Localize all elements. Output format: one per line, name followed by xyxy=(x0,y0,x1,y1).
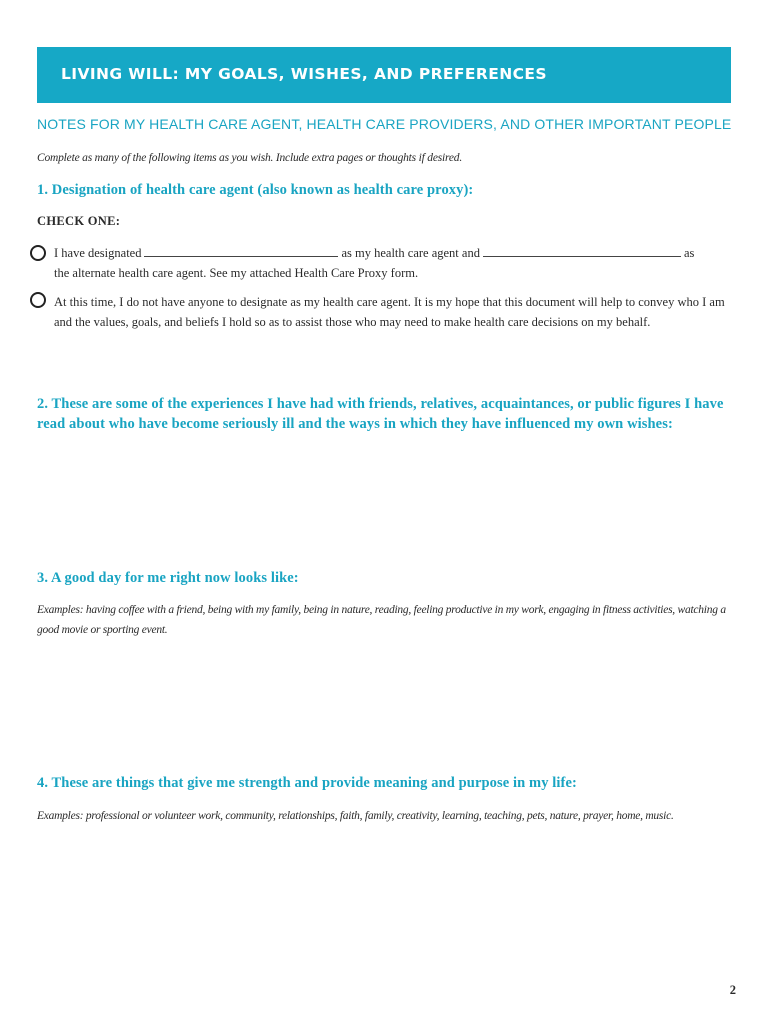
section-2-answer-area[interactable] xyxy=(37,442,731,562)
section-4-examples: Examples: professional or volunteer work, community, relationships, faith, family, creativity, learning, teaching, pets, nature, prayer, home, music. xyxy=(37,810,674,822)
section-4-heading: 4. These are things that give me strength and provide meaning and purpose in my life: xyxy=(37,775,577,791)
option-1-text-a: I have designated xyxy=(54,246,142,260)
option-1-text-c: as xyxy=(683,246,695,260)
option-1-radio[interactable] xyxy=(30,245,46,261)
check-one-label: CHECK ONE: xyxy=(37,214,121,228)
page-title: LIVING WILL: MY GOALS, WISHES, AND PREFERENCES xyxy=(61,65,547,83)
section-4-answer-area[interactable] xyxy=(37,835,731,965)
title-banner xyxy=(37,47,731,103)
section-3-examples: Examples: having coffee with a friend, being with my family, being in nature, reading, feeling productive in my work, engaging in fitness activities, watching a good movie or sporting event. xyxy=(37,604,726,636)
section-3-heading: 3. A good day for me right now looks like: xyxy=(37,570,299,586)
intro-instructions: Complete as many of the following items as you wish. Include extra pages or thoughts if desired. xyxy=(37,152,462,164)
page-subtitle: NOTES FOR MY HEALTH CARE AGENT, HEALTH CARE PROVIDERS, AND OTHER IMPORTANT PEOPLE xyxy=(37,116,732,132)
section-2-heading: 2. These are some of the experiences I have had with friends, relatives, acquaintances, or public figures I have read about who have become seriously ill and the ways in which they have influenced my own wishes: xyxy=(37,396,724,432)
page-number: 2 xyxy=(729,983,736,997)
option-2-radio[interactable] xyxy=(30,292,46,308)
section-1-heading: 1. Designation of health care agent (also known as health care proxy): xyxy=(37,182,474,198)
option-2-text: At this time, I do not have anyone to designate as my health care agent. It is my hope that this document will help to convey who I am and the values, goals, and beliefs I hold so as to assist those who may need to make health care decisions on my behalf. xyxy=(54,295,725,329)
alternate-agent-blank[interactable] xyxy=(483,244,681,257)
option-1-text xyxy=(54,243,734,283)
option-1-text-b: as my health care agent and xyxy=(341,246,480,260)
option-1-text-d: the alternate health care agent. See my attached Health Care Proxy form. xyxy=(54,266,419,280)
health-care-agent-blank[interactable] xyxy=(144,244,338,257)
section-3-answer-area[interactable] xyxy=(37,645,731,765)
